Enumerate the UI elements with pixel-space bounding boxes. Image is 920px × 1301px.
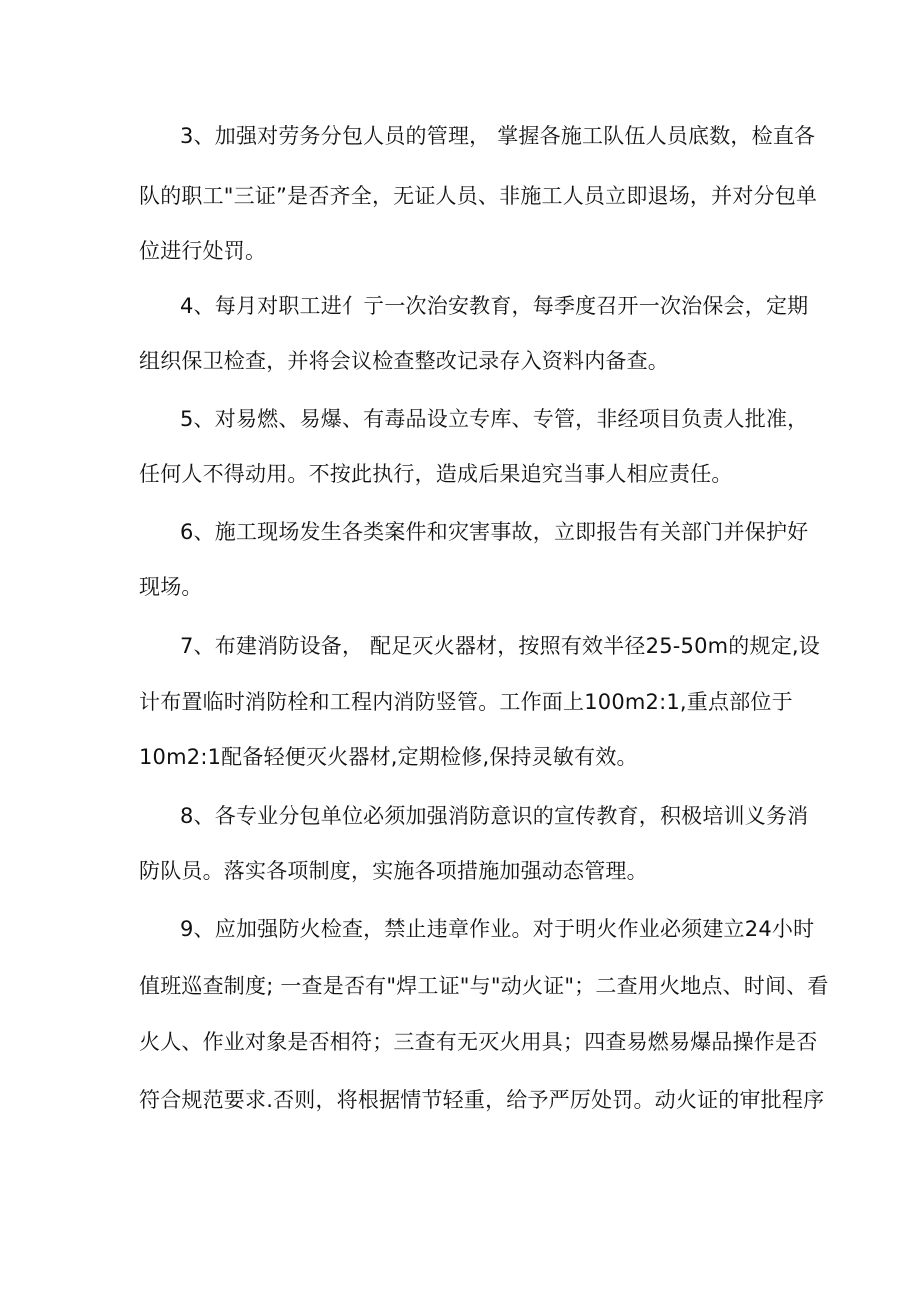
paragraph-9-line-4: 符合规范要求.否则，将根据情节轻重，给予严厉处罚。动火证的审批程序 [139,1088,825,1112]
paragraph-8-line-2: 防队员。落实各项制度，实施各项措施加强动态管理。 [139,859,648,883]
paragraph-5-line-2: 任何人不得动用。不按此执行，造成后果追究当事人相应责任。 [139,462,733,486]
paragraph-7-line-3: 10m2:1配备轻便灭火器材,定期检修,保持灵敏有效。 [139,745,638,769]
paragraph-3-line-1: 3、加强对劳务分包人员的管理， 掌握各施工队伍人员底数，检直各 [180,124,816,148]
paragraph-4-line-1: 4、每月对职工进亻亍一次治安教育，每季度召开一次治保会，定期 [180,294,809,318]
paragraph-7-line-2: 计布置临时消防栓和工程内消防竖管。工作面上100m2:1,重点部位于 [139,690,793,714]
paragraph-4-line-2: 组织保卫检查，并将会议检查整改记录存入资料内备查。 [139,349,669,373]
paragraph-7-line-1: 7、布建消防设备， 配足灭火器材，按照有效半径25-50m的规定,设 [180,634,820,658]
paragraph-6-line-2: 现场。 [139,575,203,599]
paragraph-3-line-2: 队的职工"三证”是否齐全，无证人员、非施工人员立即退场，并对分包单 [139,184,818,208]
paragraph-9-line-2: 值班巡查制度; 一查是否有"焊工证"与"动火证"；二查用火地点、时间、看 [139,974,829,998]
paragraph-9-line-1: 9、应加强防火检查，禁止违章作业。对于明火作业必须建立24小时 [180,917,815,941]
paragraph-3-line-3: 位进行处罚。 [139,239,267,263]
paragraph-8-line-1: 8、各专业分包单位必须加强消防意识的宣传教育，积极培训义务消 [180,804,809,828]
paragraph-6-line-1: 6、施工现场发生各类案件和灾害事故，立即报告有关部门并保护好 [180,520,809,544]
paragraph-5-line-1: 5、对易燃、易爆、有毒品设立专库、专管，非经项目负责人批准， [180,407,809,431]
paragraph-9-line-3: 火人、作业对象是否相符；三查有无灭火用具；四查易燃易爆品操作是否 [139,1030,818,1054]
